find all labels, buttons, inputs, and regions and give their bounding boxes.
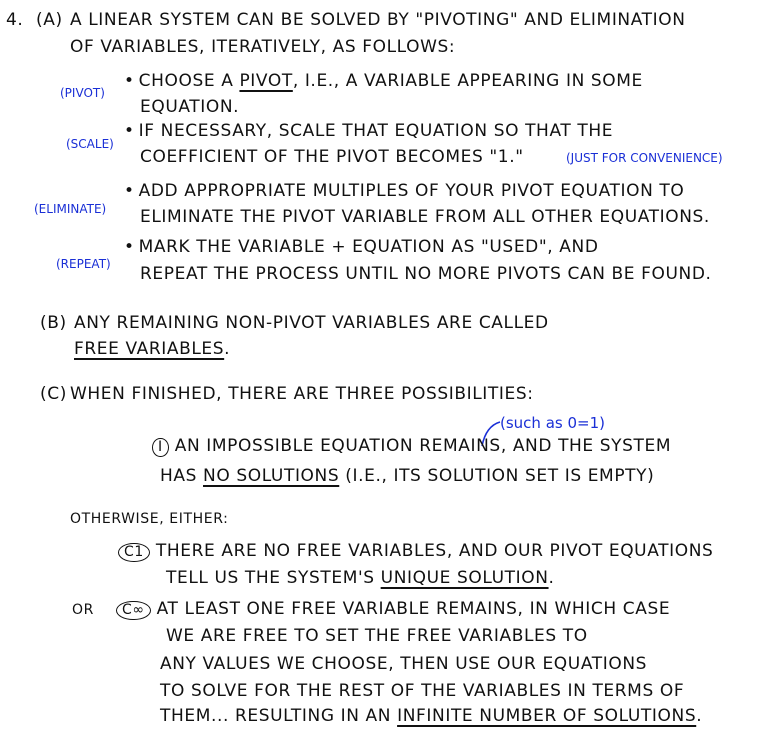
case-i-note: (such as 0=1) [500, 414, 605, 432]
step-tag-pivot: (PIVOT) [60, 86, 105, 100]
bullet: • [124, 237, 135, 257]
bullet: • [124, 181, 135, 201]
problem-number: 4. [6, 10, 24, 30]
no-solutions-term: NO SOLUTIONS [203, 466, 340, 486]
case-cinf-line-1: C∞ AT LEAST ONE FREE VARIABLE REMAINS, IN WHICH CASE [116, 601, 670, 620]
step-tag-scale: (SCALE) [66, 137, 114, 151]
step-repeat-line-1: • MARK THE VARIABLE + EQUATION AS "USED", AND [124, 237, 599, 257]
step-pivot-line-1: • CHOOSE A PIVOT, I.E., A VARIABLE APPEARING IN SOME [124, 71, 643, 91]
case-c1-line-1: C1 THERE ARE NO FREE VARIABLES, AND OUR PIVOT EQUATIONS [118, 543, 713, 562]
step-repeat-line-2: REPEAT THE PROCESS UNTIL NO MORE PIVOTS CAN BE FOUND. [140, 264, 712, 284]
free-variables-term: FREE VARIABLES [74, 339, 225, 359]
part-a-intro-line-1: A LINEAR SYSTEM CAN BE SOLVED BY "PIVOTING" AND ELIMINATION [70, 10, 686, 30]
part-b-line-1: ANY REMAINING NON-PIVOT VARIABLES ARE CALLED [74, 313, 549, 333]
infinite-solutions-term: INFINITE NUMBER OF SOLUTIONS [397, 706, 697, 726]
step-tag-repeat: (REPEAT) [56, 257, 111, 271]
part-b-label: (B) [40, 313, 67, 333]
step-tag-eliminate: (ELIMINATE) [34, 202, 107, 216]
unique-solution-term: UNIQUE SOLUTION [380, 568, 549, 588]
case-i-badge: I [152, 438, 169, 457]
case-c1-badge: C1 [118, 543, 150, 562]
bullet: • [124, 71, 135, 91]
part-b-line-2: FREE VARIABLES. [74, 339, 231, 359]
step-eliminate-line-1: • ADD APPROPRIATE MULTIPLES OF YOUR PIVOT EQUATION TO [124, 181, 685, 201]
part-a-label: (A) [36, 10, 63, 30]
step-scale-line-2: COEFFICIENT OF THE PIVOT BECOMES "1." [140, 147, 524, 167]
case-cinf-line-5: THEM... RESULTING IN AN INFINITE NUMBER OF SOLUTIONS. [160, 706, 703, 726]
case-cinf-line-4: TO SOLVE FOR THE REST OF THE VARIABLES IN TERMS OF [160, 681, 685, 701]
part-a-intro-line-2: OF VARIABLES, ITERATIVELY, AS FOLLOWS: [70, 37, 456, 57]
case-c1-line-2: TELL US THE SYSTEM'S UNIQUE SOLUTION. [166, 568, 555, 588]
part-c-label: (C) [40, 384, 67, 404]
step-pivot-line-2: EQUATION. [140, 97, 240, 117]
case-cinf-line-3: ANY VALUES WE CHOOSE, THEN USE OUR EQUATIONS [160, 654, 648, 674]
pivot-term: PIVOT [239, 71, 293, 91]
step-eliminate-line-2: ELIMINATE THE PIVOT VARIABLE FROM ALL OTHER EQUATIONS. [140, 207, 710, 227]
case-cinf-badge: C∞ [116, 601, 151, 620]
step-scale-aside: (JUST FOR CONVENIENCE) [566, 151, 723, 165]
otherwise-label: OTHERWISE, EITHER: [70, 511, 229, 527]
part-c-line-1: WHEN FINISHED, THERE ARE THREE POSSIBILITIES: [70, 384, 534, 404]
step-scale-line-1: • IF NECESSARY, SCALE THAT EQUATION SO THAT THE [124, 121, 614, 141]
case-cinf-line-2: WE ARE FREE TO SET THE FREE VARIABLES TO [166, 626, 588, 646]
case-i-line-2: HAS NO SOLUTIONS (I.E., ITS SOLUTION SET IS EMPTY) [160, 466, 655, 486]
bullet: • [124, 121, 135, 141]
case-i-line-1: I AN IMPOSSIBLE EQUATION REMAINS, AND THE SYSTEM [152, 438, 671, 457]
or-label: OR [72, 602, 94, 618]
